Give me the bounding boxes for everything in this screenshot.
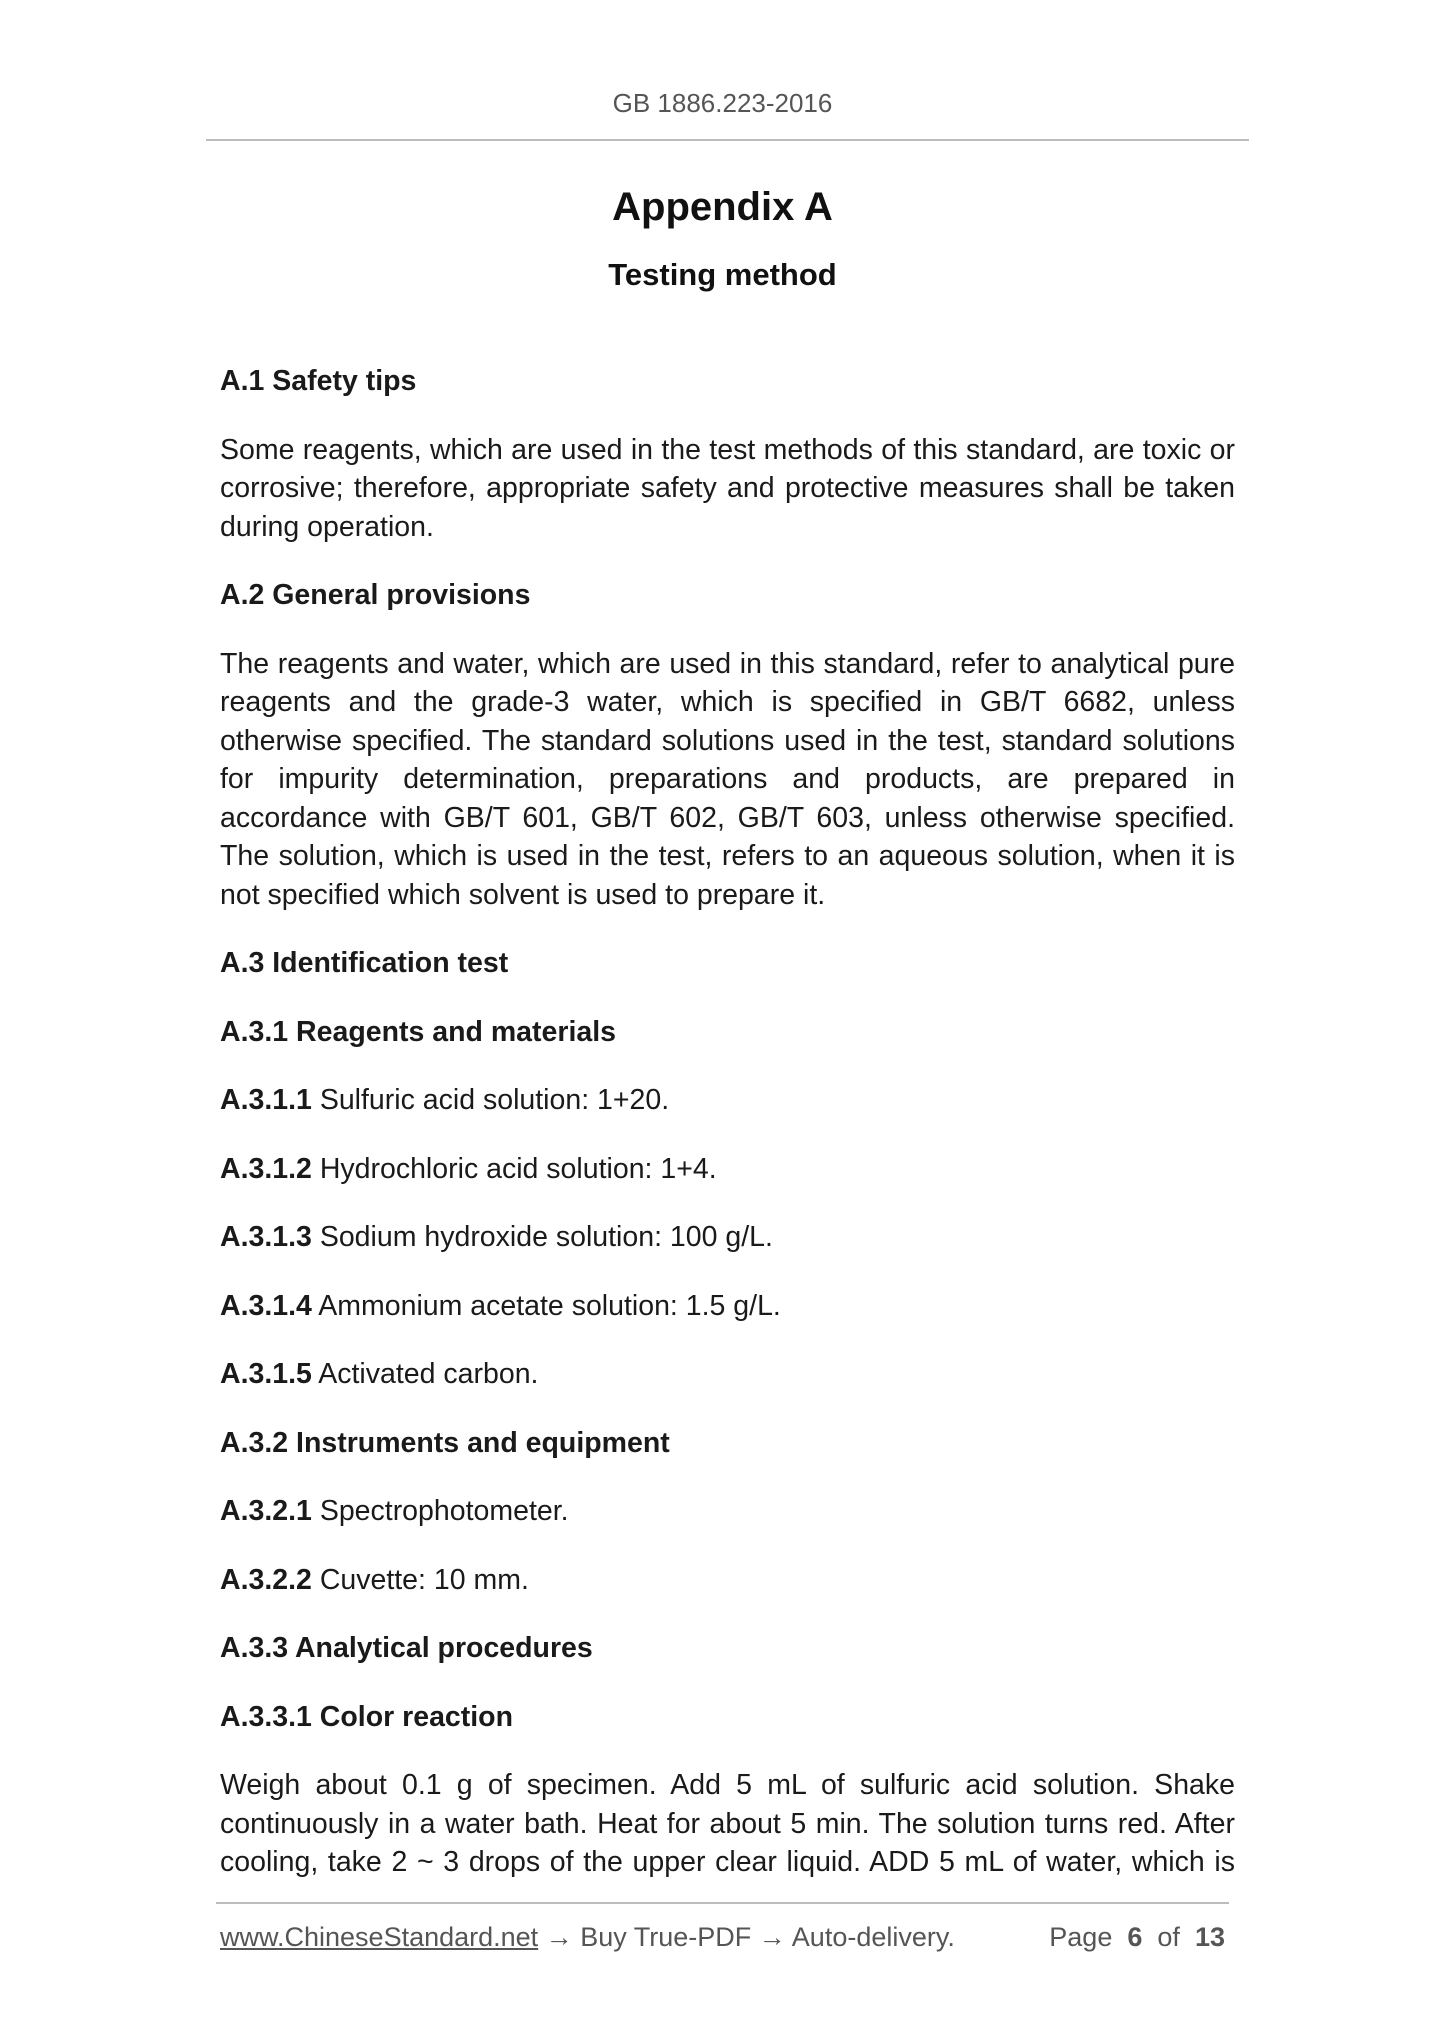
footer-promo [220, 1922, 955, 1953]
appendix-subtitle: Testing method [608, 257, 837, 292]
list-item [220, 1218, 1235, 1257]
footer-divider [216, 1902, 1229, 1904]
list-item [220, 1150, 1235, 1189]
arrow-right-icon: → [758, 1922, 786, 1952]
item-number: A.3.1.1 [220, 1084, 312, 1116]
item-number: A.3.1.3 [220, 1221, 312, 1253]
page-number [1049, 1922, 1225, 1953]
paragraph-a1: Some reagents, which are used in the test methods of this standard, are toxic or corrosive; therefore, appropriate safety and protective measures shall be taken during operation. [220, 433, 1235, 543]
of-label: of [1157, 1922, 1180, 1952]
page-total: 13 [1194, 1922, 1225, 1952]
section-heading-a31: A.3.1 Reagents and materials [220, 1015, 616, 1048]
item-text: Sulfuric acid solution: 1+20. [319, 1084, 670, 1116]
website-link[interactable]: www.ChineseStandard.net [220, 1922, 539, 1952]
running-header: GB 1886.223-2016 [612, 88, 833, 118]
item-text: Sodium hydroxide solution: 100 g/L. [319, 1221, 773, 1253]
item-number: A.3.2.2 [220, 1563, 312, 1596]
buy-text: Buy True-PDF [580, 1922, 752, 1952]
paragraph-a331: Weigh about 0.1 g of specimen. Add 5 mL of sulfuric acid solution. Shake continuously in a water bath. Heat for about 5 min. The solution turns red. After cooling, take 2 ~ 3 drops of the upper clear liquid. ADD 5 mL of water, which is [220, 1769, 1235, 1878]
item-text: Spectrophotometer. [319, 1495, 569, 1527]
document-body [220, 362, 1235, 1912]
item-text: Cuvette: 10 mm. [319, 1563, 529, 1596]
header-divider [206, 139, 1249, 141]
item-number: A.3.1.5 [220, 1358, 312, 1390]
list-item [220, 1081, 1235, 1120]
list-item [220, 1355, 1235, 1394]
item-text: Activated carbon. [318, 1358, 539, 1390]
paragraph-a2: The reagents and water, which are used in this standard, refer to analytical pure reagents and the grade-3 water, which is specified in GB/T 6682, unless otherwise specified. The standard solutions used in the test, standard solutions for impurity determination, preparations and products, are prepared in accordance with GB/T 601, GB/T 602, GB/T 603, unless otherwise specified. The solution, which is used in the test, refers to an aqueous solution, when it is not specified which solvent is used to prepare it. [220, 647, 1235, 911]
item-text: Hydrochloric acid solution: 1+4. [319, 1152, 717, 1185]
item-text: Ammonium acetate solution: 1.5 g/L. [318, 1289, 781, 1322]
section-heading-a32: A.3.2 Instruments and equipment [220, 1426, 670, 1459]
page-label: Page [1049, 1922, 1113, 1952]
list-item [220, 1561, 1235, 1600]
section-heading-a33: A.3.3 Analytical procedures [220, 1632, 593, 1664]
section-heading-a331: A.3.3.1 Color reaction [220, 1700, 514, 1733]
arrow-right-icon: → [545, 1922, 573, 1952]
delivery-text: Auto-delivery. [791, 1922, 955, 1952]
list-item [220, 1287, 1235, 1326]
section-heading-a2: A.2 General provisions [220, 579, 531, 611]
page-current: 6 [1127, 1922, 1143, 1952]
appendix-title: Appendix A [612, 185, 833, 229]
item-number: A.3.1.4 [220, 1289, 312, 1322]
section-heading-a1: A.1 Safety tips [220, 365, 417, 397]
item-number: A.3.2.1 [220, 1495, 312, 1527]
item-number: A.3.1.2 [220, 1152, 312, 1185]
list-item [220, 1492, 1235, 1531]
section-heading-a3: A.3 Identification test [220, 947, 509, 979]
